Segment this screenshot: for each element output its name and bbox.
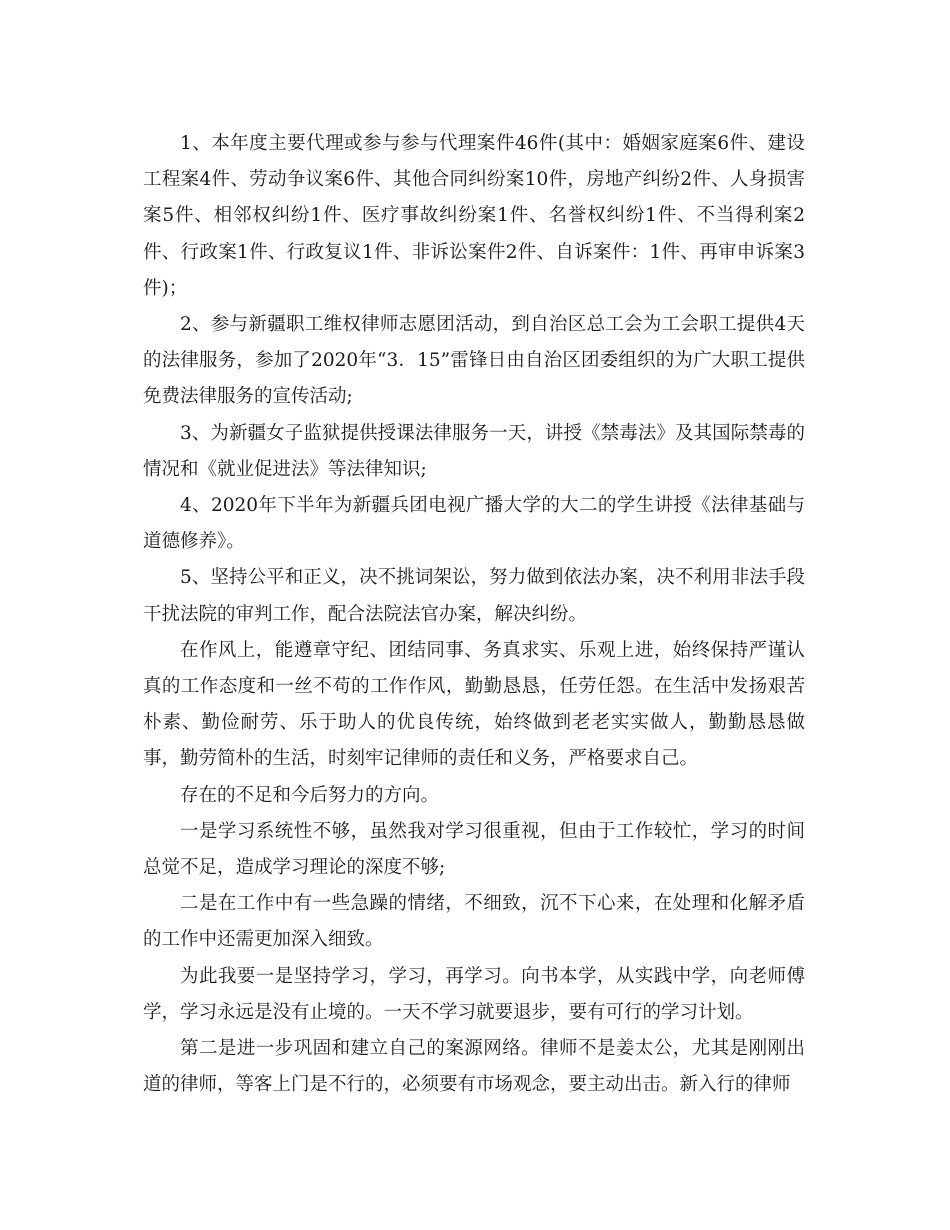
- paragraph-case-summary: 1、本年度主要代理或参与参与代理案件46件(其中：婚姻家庭案6件、建设工程案4件、劳动争议案6件、其他合同纠纷案10件，房地产纠纷2件、人身损害案5件、相邻权纠纷1件、医疗事故纠纷案1件、名誉权纠纷1件、不当得利案2件、行政案1件、行政复议1件、非诉讼案件2件、自诉案件：1件、再审申诉案3件)；: [143, 133, 805, 299]
- paragraph-shortcomings-heading: 存在的不足和今后努力的方向。: [180, 784, 440, 806]
- paragraph-volunteer-service: 2、参与新疆职工维权律师志愿团活动，到自治区总工会为工会职工提供4天的法律服务，参加了2020年“3．15”雷锋日由自治区团委组织的为广大职工提供免费法律服务的宣传活动;: [143, 314, 805, 408]
- paragraph-fairness: 5、坚持公平和正义，决不挑词架讼，努力做到依法办案，决不利用非法手段干扰法院的审判工作，配合法院法官办案，解决纠纷。: [143, 567, 805, 625]
- paragraph-university-lecture: 4、2020年下半年为新疆兵团电视广播大学的大二的学生讲授《法律基础与道德修养》。: [143, 495, 805, 553]
- paragraph-shortcoming-two: 二是在工作中有一些急躁的情绪，不细致，沉不下心来，在处理和化解矛盾的工作中还需更加深入细致。: [143, 893, 805, 951]
- document-body: [143, 126, 805, 1103]
- paragraph-plan-study: 为此我要一是坚持学习，学习，再学习。向书本学，从实践中学，向老师傅学，学习永远是没有止境的。一天不学习就要退步，要有可行的学习计划。: [143, 965, 805, 1023]
- paragraph-shortcoming-one: 一是学习系统性不够，虽然我对学习很重视，但由于工作较忙，学习的时间总觉不足，造成学习理论的深度不够;: [143, 820, 805, 879]
- paragraph-work-style: 在作风上，能遵章守纪、团结同事、务真求实、乐观上进，始终保持严谨认真的工作态度和一丝不苟的工作作风，勤勤恳恳，任劳任怨。在生活中发扬艰苦朴素、勤俭耐劳、乐于助人的优良传统，始终做到老老实实做人，勤勤恳恳做事，勤劳简朴的生活，时刻牢记律师的责任和义务，严格要求自己。: [143, 639, 805, 770]
- paragraph-prison-lecture: 3、为新疆女子监狱提供授课法律服务一天，讲授《禁毒法》及其国际禁毒的情况和《就业促进法》等法律知识;: [143, 422, 805, 480]
- paragraph-plan-network: 第二是进一步巩固和建立自己的案源网络。律师不是姜太公，尤其是刚刚出道的律师，等客上门是不行的，必须要有市场观念，要主动出击。新入行的律师: [143, 1038, 805, 1096]
